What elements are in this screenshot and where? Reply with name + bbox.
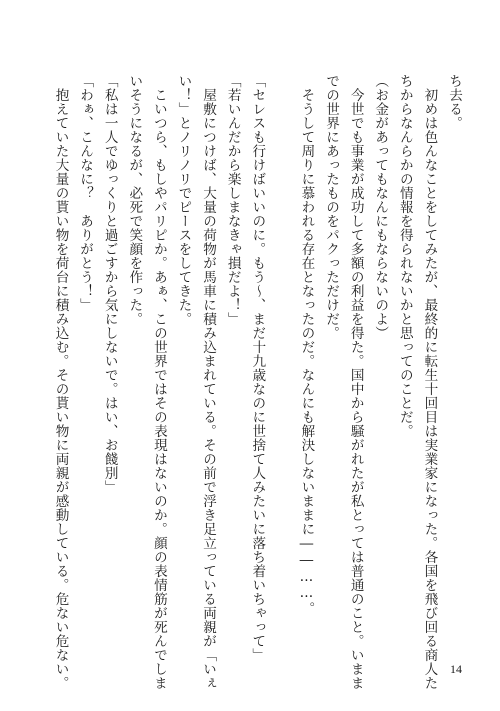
text-line: そうして周りに慕われる存在となったのだ。なんにも解決しないままに――……。 bbox=[298, 74, 315, 616]
text-line: 今世でも事業が成功して多額の利益を得た。国中から騒がれたが私とっては普通のこと。いまま bbox=[347, 74, 364, 690]
text-line: 「セレスも行けばいいのに。もう～、まだ十九歳なのに世捨て人みたいに落ち着いちゃって」 bbox=[249, 74, 266, 662]
text-line: 「私は一人でゆっくりと過ごすから気にしないで。はい、お餞別」 bbox=[101, 74, 118, 494]
text-line: いそうになるが、必死で笑顔を作った。 bbox=[126, 74, 143, 326]
text-line: での世界にあったものをパクっただけだ。 bbox=[323, 74, 340, 340]
text-line: 抱えていた大量の貰い物を荷台に積み込む。その貰い物に両親が感動している。危ない危ない。 bbox=[52, 74, 69, 690]
text-line: ちからなんらかの情報を得られないかと思ってのことだ。 bbox=[396, 74, 413, 438]
text-line: い！」とノリノリでピースをしてきた。 bbox=[175, 74, 192, 326]
page-number: 14 bbox=[450, 662, 462, 676]
text-line: こいつら、もしやパリピか。あぁ、この世界ではその表現はないのか。顔の表情筋が死んでしま bbox=[150, 74, 167, 690]
text-line: （お金があってもなんにもならないのよ） bbox=[372, 74, 389, 340]
text-line: 屋敷につけば、大量の荷物が馬車に積み込まれている。その前で浮き足立っている両親が「いぇ bbox=[200, 74, 217, 690]
blank-line bbox=[269, 74, 294, 634]
text-line: 「わぁ、こんなに？ ありがとう！」 bbox=[77, 74, 94, 312]
text-line: 初めは色んなことをしてみたが、最終的に転生十回目は実業家になった。各国を飛び回る商人た bbox=[421, 74, 438, 690]
text-line: 「若いんだから楽しまなきゃ損だよ！」 bbox=[224, 74, 241, 326]
text-line: ち去る。 bbox=[446, 74, 462, 130]
